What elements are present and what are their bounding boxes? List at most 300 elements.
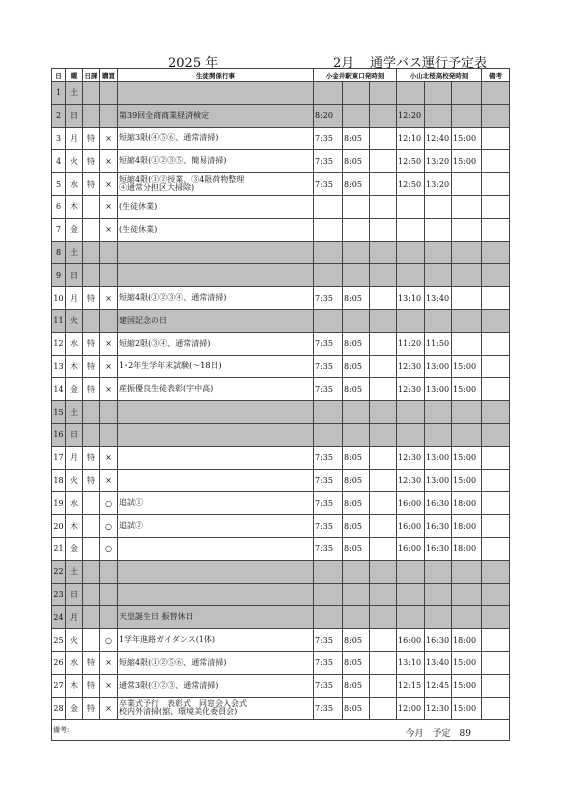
day-cell: 5 xyxy=(52,173,66,196)
class-type-cell xyxy=(83,218,100,241)
school-time-cell: 12:00 xyxy=(397,697,425,720)
school-time-cell xyxy=(425,218,452,241)
remarks-cell xyxy=(482,287,510,310)
school-time-cell: 16:00 xyxy=(397,537,425,560)
day-cell: 22 xyxy=(52,560,66,583)
table-row xyxy=(52,332,510,355)
table-row xyxy=(52,127,510,150)
table-row xyxy=(52,241,510,264)
school-time-cell: 16:30 xyxy=(425,537,452,560)
shop-cell: ○ xyxy=(100,492,118,515)
day-cell: 19 xyxy=(52,492,66,515)
school-time-cell xyxy=(452,287,482,310)
shop-cell: × xyxy=(100,218,118,241)
weekday-cell: 木 xyxy=(66,195,83,218)
day-cell: 28 xyxy=(52,697,66,720)
koganei-time-cell xyxy=(370,560,397,583)
koganei-time-cell: 7:35 xyxy=(314,469,343,492)
shop-cell: × xyxy=(100,674,118,697)
school-time-cell: 15:00 xyxy=(452,651,482,674)
remarks-cell xyxy=(482,82,510,105)
koganei-time-cell: 7:35 xyxy=(314,127,343,150)
koganei-time-cell xyxy=(343,423,370,446)
shop-cell: × xyxy=(100,173,118,196)
shop-cell xyxy=(100,104,118,127)
schedule-table xyxy=(51,68,510,741)
title-month: 2月 xyxy=(333,56,355,71)
weekday-cell: 月 xyxy=(66,127,83,150)
koganei-time-cell xyxy=(370,606,397,629)
school-time-cell: 12:50 xyxy=(397,173,425,196)
day-cell: 4 xyxy=(52,150,66,173)
koganei-time-cell xyxy=(370,309,397,332)
day-cell: 10 xyxy=(52,287,66,310)
remarks-cell xyxy=(482,674,510,697)
shop-cell: × xyxy=(100,355,118,378)
event-cell: 短縮2限(③④、通常清掃) xyxy=(118,332,314,355)
weekday-cell: 水 xyxy=(66,492,83,515)
remarks-cell xyxy=(482,332,510,355)
table-row xyxy=(52,537,510,560)
remarks-cell xyxy=(482,560,510,583)
koganei-time-cell: 8:05 xyxy=(343,537,370,560)
school-time-cell: 16:00 xyxy=(397,515,425,538)
school-time-cell: 15:00 xyxy=(452,697,482,720)
school-time-cell: 13:10 xyxy=(397,287,425,310)
class-type-cell: 特 xyxy=(83,332,100,355)
koganei-time-cell xyxy=(370,264,397,287)
table-row xyxy=(52,287,510,310)
koganei-time-cell xyxy=(343,195,370,218)
class-type-cell: 特 xyxy=(83,127,100,150)
day-cell: 17 xyxy=(52,446,66,469)
weekday-cell: 金 xyxy=(66,378,83,401)
class-type-cell: 特 xyxy=(83,355,100,378)
class-type-cell xyxy=(83,82,100,105)
shop-cell: × xyxy=(100,469,118,492)
remarks-cell xyxy=(482,241,510,264)
event-cell xyxy=(118,560,314,583)
header-shop: 購買 xyxy=(100,69,118,82)
remarks-cell xyxy=(482,264,510,287)
koganei-time-cell: 8:05 xyxy=(343,127,370,150)
weekday-cell: 土 xyxy=(66,241,83,264)
koganei-time-cell xyxy=(370,446,397,469)
koganei-time-cell: 8:05 xyxy=(343,287,370,310)
day-cell: 21 xyxy=(52,537,66,560)
remarks-cell xyxy=(482,651,510,674)
table-row xyxy=(52,560,510,583)
koganei-time-cell xyxy=(343,401,370,424)
school-time-cell xyxy=(452,173,482,196)
weekday-cell: 火 xyxy=(66,469,83,492)
koganei-time-cell xyxy=(370,287,397,310)
shop-cell xyxy=(100,401,118,424)
event-cell: (生徒休業) xyxy=(118,218,314,241)
class-type-cell: 特 xyxy=(83,173,100,196)
weekday-cell: 日 xyxy=(66,104,83,127)
weekday-cell: 火 xyxy=(66,309,83,332)
event-cell: 天皇誕生日 振替休日 xyxy=(118,606,314,629)
class-type-cell xyxy=(83,423,100,446)
class-type-cell xyxy=(83,401,100,424)
school-time-cell xyxy=(452,104,482,127)
school-time-cell xyxy=(397,401,425,424)
table-row xyxy=(52,629,510,652)
school-time-cell: 12:30 xyxy=(397,469,425,492)
remarks-cell xyxy=(482,218,510,241)
shop-cell: × xyxy=(100,287,118,310)
header-class-type: 日課 xyxy=(83,69,100,82)
day-cell: 25 xyxy=(52,629,66,652)
school-time-cell: 13:00 xyxy=(425,355,452,378)
koganei-time-cell xyxy=(370,378,397,401)
day-cell: 15 xyxy=(52,401,66,424)
title-year: 2025 年 xyxy=(168,56,219,71)
table-row xyxy=(52,515,510,538)
school-time-cell xyxy=(452,560,482,583)
table-row xyxy=(52,674,510,697)
header-day: 日 xyxy=(52,69,66,82)
koganei-time-cell xyxy=(343,583,370,606)
koganei-time-cell xyxy=(343,104,370,127)
remarks-cell xyxy=(482,309,510,332)
school-time-cell xyxy=(452,332,482,355)
school-time-cell xyxy=(452,606,482,629)
koganei-time-cell xyxy=(314,82,343,105)
class-type-cell: 特 xyxy=(83,378,100,401)
shop-cell: × xyxy=(100,332,118,355)
koganei-time-cell: 7:35 xyxy=(314,332,343,355)
school-time-cell: 18:00 xyxy=(452,537,482,560)
koganei-time-cell xyxy=(370,173,397,196)
day-cell: 8 xyxy=(52,241,66,264)
school-time-cell: 15:00 xyxy=(452,355,482,378)
school-time-cell: 12:30 xyxy=(397,446,425,469)
school-time-cell: 15:00 xyxy=(452,446,482,469)
school-time-cell xyxy=(452,309,482,332)
koganei-time-cell xyxy=(370,401,397,424)
day-cell: 24 xyxy=(52,606,66,629)
table-row xyxy=(52,264,510,287)
koganei-time-cell xyxy=(343,264,370,287)
class-type-cell xyxy=(83,492,100,515)
shop-cell: × xyxy=(100,697,118,720)
school-time-cell: 13:00 xyxy=(425,469,452,492)
event-cell: 通常3限(①②③、通常清掃) xyxy=(118,674,314,697)
table-row xyxy=(52,150,510,173)
school-time-cell xyxy=(452,264,482,287)
school-time-cell: 12:20 xyxy=(397,104,425,127)
remarks-cell xyxy=(482,697,510,720)
koganei-time-cell: 7:35 xyxy=(314,697,343,720)
koganei-time-cell xyxy=(370,492,397,515)
table-row xyxy=(52,606,510,629)
event-cell xyxy=(118,241,314,264)
table-row xyxy=(52,469,510,492)
table-row xyxy=(52,378,510,401)
day-cell: 12 xyxy=(52,332,66,355)
event-cell: 短縮4限(①②授業、③4限荷物整理 ④通常分担区大掃除) xyxy=(118,173,314,196)
school-time-cell xyxy=(425,104,452,127)
table-row xyxy=(52,651,510,674)
page-title xyxy=(0,52,566,71)
school-time-cell: 12:45 xyxy=(425,674,452,697)
header-row xyxy=(52,69,510,82)
event-cell: 第39回全商商業経済検定 xyxy=(118,104,314,127)
weekday-cell: 日 xyxy=(66,583,83,606)
school-time-cell xyxy=(452,401,482,424)
koganei-time-cell: 7:35 xyxy=(314,492,343,515)
koganei-time-cell: 8:05 xyxy=(343,355,370,378)
weekday-cell: 月 xyxy=(66,606,83,629)
school-time-cell: 15:00 xyxy=(452,674,482,697)
koganei-time-cell: 8:05 xyxy=(343,492,370,515)
koganei-time-cell: 7:35 xyxy=(314,150,343,173)
school-time-cell: 15:00 xyxy=(452,469,482,492)
weekday-cell: 木 xyxy=(66,355,83,378)
koganei-time-cell xyxy=(370,674,397,697)
title-name: 通学バス運行予定表 xyxy=(370,56,488,71)
event-cell: 1学年進路ガイダンス(1体) xyxy=(118,629,314,652)
koganei-time-cell: 8:05 xyxy=(343,173,370,196)
school-time-cell: 12:10 xyxy=(397,127,425,150)
class-type-cell xyxy=(83,104,100,127)
koganei-time-cell xyxy=(314,560,343,583)
footer-label: 備考: xyxy=(53,726,70,735)
koganei-time-cell xyxy=(370,355,397,378)
school-time-cell xyxy=(397,583,425,606)
koganei-time-cell: 8:05 xyxy=(343,469,370,492)
table-row xyxy=(52,104,510,127)
table-row xyxy=(52,697,510,720)
footer-row xyxy=(52,720,510,741)
school-time-cell xyxy=(397,309,425,332)
class-type-cell: 特 xyxy=(83,469,100,492)
school-time-cell xyxy=(425,583,452,606)
event-cell xyxy=(118,82,314,105)
koganei-time-cell: 7:35 xyxy=(314,287,343,310)
school-time-cell xyxy=(452,82,482,105)
school-time-cell xyxy=(397,82,425,105)
school-time-cell: 18:00 xyxy=(452,629,482,652)
class-type-cell xyxy=(83,583,100,606)
shop-cell xyxy=(100,560,118,583)
school-time-cell xyxy=(397,241,425,264)
koganei-time-cell xyxy=(370,104,397,127)
class-type-cell xyxy=(83,241,100,264)
weekday-cell: 木 xyxy=(66,515,83,538)
school-time-cell: 15:00 xyxy=(452,150,482,173)
shop-cell: × xyxy=(100,651,118,674)
remarks-cell xyxy=(482,104,510,127)
day-cell: 7 xyxy=(52,218,66,241)
school-time-cell: 12:15 xyxy=(397,674,425,697)
shop-cell: × xyxy=(100,378,118,401)
school-time-cell xyxy=(397,423,425,446)
event-cell xyxy=(118,583,314,606)
school-time-cell: 15:00 xyxy=(452,378,482,401)
school-time-cell xyxy=(397,264,425,287)
event-cell: 短縮4限(①②③⑤、簡易清掃) xyxy=(118,150,314,173)
shop-cell xyxy=(100,264,118,287)
shop-cell: ○ xyxy=(100,537,118,560)
day-cell: 13 xyxy=(52,355,66,378)
event-cell: (生徒休業) xyxy=(118,195,314,218)
school-time-cell: 16:00 xyxy=(397,629,425,652)
school-time-cell xyxy=(452,218,482,241)
koganei-time-cell xyxy=(370,629,397,652)
koganei-time-cell xyxy=(370,82,397,105)
event-cell: 短縮4限(①②③④、通常清掃) xyxy=(118,287,314,310)
koganei-time-cell xyxy=(314,241,343,264)
day-cell: 9 xyxy=(52,264,66,287)
school-time-cell: 13:40 xyxy=(425,287,452,310)
shop-cell: × xyxy=(100,150,118,173)
school-time-cell: 12:30 xyxy=(397,355,425,378)
remarks-cell xyxy=(482,127,510,150)
remarks-cell xyxy=(482,173,510,196)
shop-cell xyxy=(100,583,118,606)
shop-cell: × xyxy=(100,446,118,469)
school-time-cell xyxy=(425,401,452,424)
school-time-cell xyxy=(397,560,425,583)
weekday-cell: 土 xyxy=(66,82,83,105)
weekday-cell: 金 xyxy=(66,218,83,241)
koganei-time-cell xyxy=(370,195,397,218)
koganei-time-cell xyxy=(370,469,397,492)
event-cell xyxy=(118,469,314,492)
weekday-cell: 日 xyxy=(66,423,83,446)
koganei-time-cell xyxy=(343,218,370,241)
koganei-time-cell xyxy=(314,606,343,629)
koganei-time-cell xyxy=(343,241,370,264)
event-cell: 短縮3限(④⑤⑥、通常清掃) xyxy=(118,127,314,150)
table-row xyxy=(52,423,510,446)
class-type-cell: 特 xyxy=(83,287,100,310)
weekday-cell: 水 xyxy=(66,173,83,196)
day-cell: 1 xyxy=(52,82,66,105)
header-weekday: 曜 xyxy=(66,69,83,82)
koganei-time-cell: 8:05 xyxy=(343,629,370,652)
table-row xyxy=(52,446,510,469)
koganei-time-cell xyxy=(343,309,370,332)
weekday-cell: 日 xyxy=(66,264,83,287)
school-time-cell xyxy=(425,423,452,446)
table-row xyxy=(52,82,510,105)
koganei-time-cell xyxy=(370,423,397,446)
koganei-time-cell: 7:35 xyxy=(314,629,343,652)
koganei-time-cell xyxy=(370,127,397,150)
koganei-time-cell: 7:35 xyxy=(314,674,343,697)
remarks-cell xyxy=(482,423,510,446)
koganei-time-cell xyxy=(370,332,397,355)
koganei-time-cell xyxy=(370,697,397,720)
weekday-cell: 月 xyxy=(66,287,83,310)
event-cell xyxy=(118,264,314,287)
shop-cell xyxy=(100,423,118,446)
class-type-cell xyxy=(83,195,100,218)
school-time-cell: 15:00 xyxy=(452,127,482,150)
koganei-time-cell xyxy=(343,606,370,629)
event-cell xyxy=(118,401,314,424)
day-cell: 20 xyxy=(52,515,66,538)
koganei-time-cell: 8:05 xyxy=(343,697,370,720)
koganei-time-cell xyxy=(314,195,343,218)
school-time-cell: 18:00 xyxy=(452,492,482,515)
remarks-cell xyxy=(482,446,510,469)
shop-cell: ○ xyxy=(100,629,118,652)
school-time-cell xyxy=(425,560,452,583)
event-cell: 追試① xyxy=(118,492,314,515)
school-time-cell: 18:00 xyxy=(452,515,482,538)
weekday-cell: 水 xyxy=(66,651,83,674)
shop-cell xyxy=(100,241,118,264)
remarks-cell xyxy=(482,515,510,538)
day-cell: 6 xyxy=(52,195,66,218)
school-time-cell xyxy=(397,195,425,218)
day-cell: 2 xyxy=(52,104,66,127)
koganei-time-cell xyxy=(370,218,397,241)
shop-cell xyxy=(100,606,118,629)
koganei-time-cell xyxy=(370,150,397,173)
koganei-time-cell: 7:35 xyxy=(314,651,343,674)
school-time-cell: 11:20 xyxy=(397,332,425,355)
weekday-cell: 土 xyxy=(66,560,83,583)
class-type-cell xyxy=(83,606,100,629)
shop-cell: × xyxy=(100,195,118,218)
school-time-cell: 13:00 xyxy=(425,446,452,469)
shop-cell: × xyxy=(100,127,118,150)
koganei-time-cell: 7:35 xyxy=(314,537,343,560)
weekday-cell: 水 xyxy=(66,332,83,355)
event-cell: 卒業式予行 表彰式 同窓会入会式 校内外清掃(舘、環境美化委員会) xyxy=(118,697,314,720)
class-type-cell: 特 xyxy=(83,697,100,720)
koganei-time-cell xyxy=(314,583,343,606)
day-cell: 26 xyxy=(52,651,66,674)
shop-cell xyxy=(100,82,118,105)
shop-cell xyxy=(100,309,118,332)
header-koganei-departure: 小金井駅東口発時刻 xyxy=(314,69,397,82)
school-time-cell: 16:00 xyxy=(397,492,425,515)
school-time-cell xyxy=(452,195,482,218)
school-time-cell: 12:30 xyxy=(397,378,425,401)
koganei-time-cell xyxy=(343,560,370,583)
day-cell: 14 xyxy=(52,378,66,401)
day-cell: 18 xyxy=(52,469,66,492)
koganei-time-cell xyxy=(370,583,397,606)
school-time-cell xyxy=(425,606,452,629)
koganei-time-cell: 8:05 xyxy=(343,674,370,697)
koganei-time-cell: 7:35 xyxy=(314,355,343,378)
koganei-time-cell xyxy=(370,537,397,560)
table-row xyxy=(52,309,510,332)
table-row xyxy=(52,195,510,218)
weekday-cell: 金 xyxy=(66,537,83,560)
school-time-cell xyxy=(425,82,452,105)
remarks-cell xyxy=(482,583,510,606)
weekday-cell: 火 xyxy=(66,150,83,173)
class-type-cell xyxy=(83,264,100,287)
school-time-cell: 11:50 xyxy=(425,332,452,355)
event-cell: 短縮4限(①②⑤⑥、通常清掃) xyxy=(118,651,314,674)
koganei-time-cell xyxy=(370,651,397,674)
school-time-cell xyxy=(425,195,452,218)
remarks-cell xyxy=(482,629,510,652)
school-time-cell xyxy=(425,309,452,332)
school-time-cell: 13:10 xyxy=(397,651,425,674)
class-type-cell xyxy=(83,629,100,652)
